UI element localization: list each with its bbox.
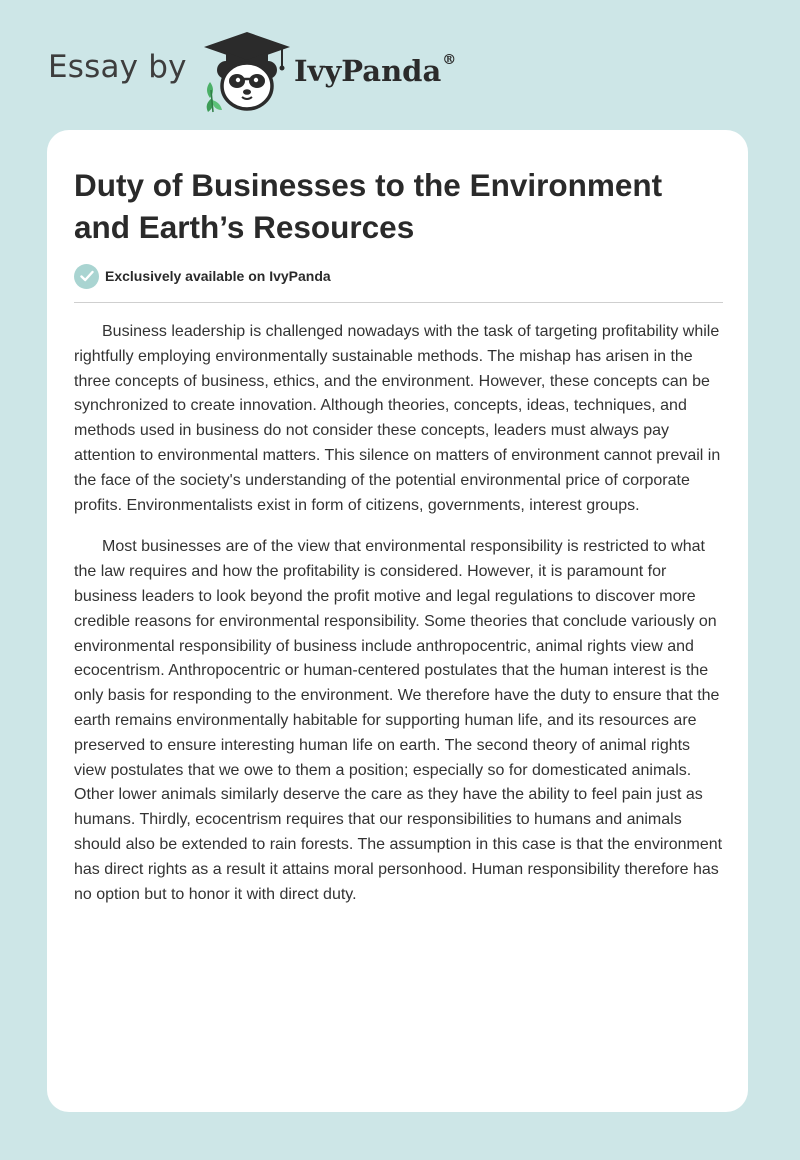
brand-name-text: IvyPanda xyxy=(294,54,442,88)
exclusive-badge xyxy=(74,263,331,289)
check-icon xyxy=(74,264,99,289)
registered-mark: ® xyxy=(442,52,457,68)
title-divider xyxy=(74,302,723,303)
essay-by-label: Essay by xyxy=(48,49,187,85)
essay-paragraph: Most businesses are of the view that environmental responsibility is restricted to what the law requires and how the profitability is considered. However, it is paramount for business leaders to look beyond the profit motive and legal regulations to discover more credible reasons for environmental responsibility. Some theories that conclude variously on environmental responsibility of business include anthropocentric, animal rights view and ecocentrism. Anthropocentric or human-centered postulates that the human interest is the only basis for responding to the environment. We therefore have the duty to ensure that the earth remains environmentally habitable for supporting human life, and its resources are preserved to ensure interesting human life on earth. The second theory of animal rights view postulates that we owe to them a position; especially so for domesticated animals. Other lower animals similarly deserve the care as they have the ability to feel pain just as humans. Thirdly, ecocentrism requires that our responsibilities to humans and animals should also be extended to rain forests. The assumption in this case is that the environment has direct rights as a result it attains moral personhood. Human responsibility therefore has no option but to honor it with direct duty. xyxy=(74,538,723,903)
essay-title: Duty of Businesses to the Environment and Earth’s Resources xyxy=(74,167,663,245)
essay-card xyxy=(47,130,748,1112)
essay-body xyxy=(74,320,723,924)
site-header xyxy=(48,30,548,114)
panda-graduate-logo-icon[interactable] xyxy=(202,30,292,114)
exclusive-badge-text: Exclusively available on IvyPanda xyxy=(105,268,331,284)
brand-name[interactable] xyxy=(294,54,456,88)
essay-paragraph: Business leadership is challenged nowadays with the task of targeting profitability while rightfully employing environmentally sustainable methods. The mishap has arisen in the three concepts of business, ethics, and the environment. However, these concepts can be synchronized to create innovation. Although theories, concepts, ideas, techniques, and methods used in business do not consider these concepts, leaders must always pay attention to environmental matters. This silence on matters of environment cannot prevail in the face of the society's understanding of the potential environmental price of corporate profits. Environmentalists exist in form of citizens, governments, interest groups. xyxy=(74,323,721,514)
